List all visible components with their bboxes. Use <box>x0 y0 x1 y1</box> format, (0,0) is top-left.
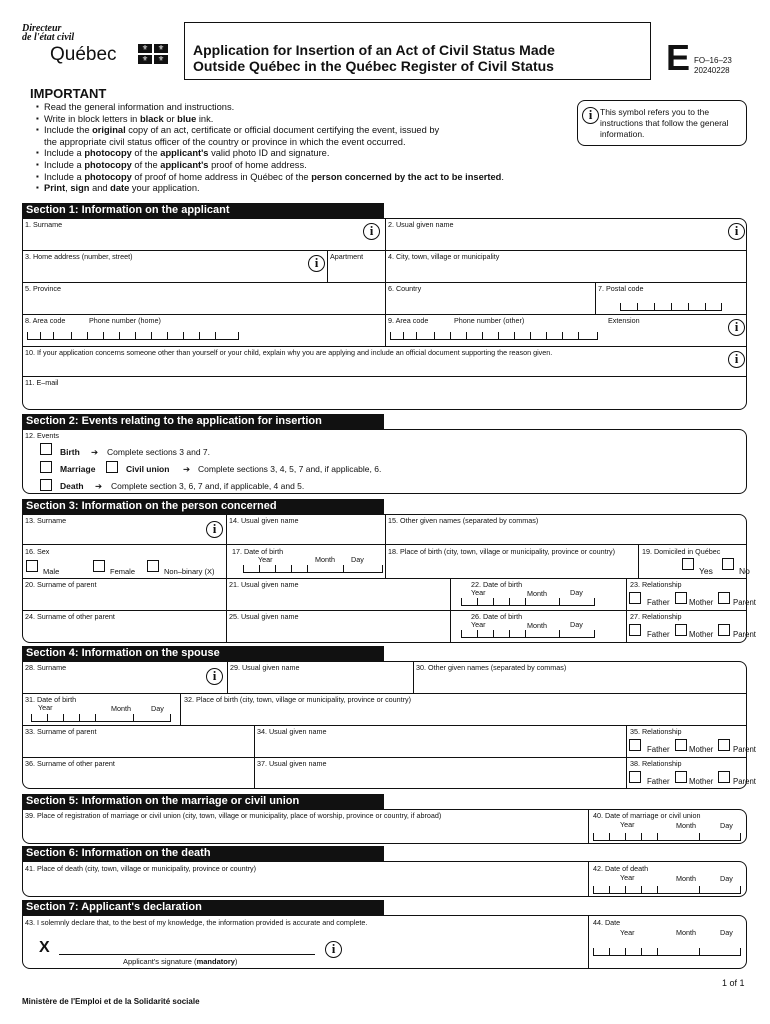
declaration-field: 43. I solemnly declare that, to the best of my knowledge, the information provided is accurate and complete. X Applicant's signature (mandatory) <box>23 916 589 968</box>
logo-line1: Directeur <box>22 23 62 34</box>
nonbinary-checkbox[interactable] <box>147 560 159 572</box>
person-birthplace-field[interactable]: 18. Place of birth (city, town, village or municipality, province or country) <box>386 545 639 579</box>
city-field[interactable]: 4. City, town, village or municipality <box>386 251 747 283</box>
marriage-checkbox[interactable] <box>40 461 52 473</box>
spouse-other-names-field[interactable]: 30. Other given names (separated by commas) <box>414 662 747 694</box>
mother-label: Mother <box>689 745 714 754</box>
province-field[interactable]: 5. Province <box>23 283 386 315</box>
person-dob-field[interactable]: 17. Date of birth Year Month Day <box>227 545 386 579</box>
father-label: Father <box>647 777 670 786</box>
father-label: Father <box>647 598 670 607</box>
parent-label: Parent <box>733 598 756 607</box>
mother-checkbox[interactable] <box>675 592 687 604</box>
info-icon[interactable]: i <box>728 351 745 368</box>
mother-label: Mother <box>689 777 714 786</box>
parent-label: Parent <box>733 745 756 754</box>
female-label: Female <box>110 567 136 576</box>
phone-home-field[interactable]: 8. Area code Phone number (home) <box>23 315 386 347</box>
death-date-field[interactable]: 42. Date of death Year Month Day <box>589 862 747 896</box>
parent-checkbox[interactable] <box>718 771 730 783</box>
logo-quebec: Québec <box>50 44 117 65</box>
father-label: Father <box>647 745 670 754</box>
parent-surname-field[interactable]: 20. Surname of parent <box>23 579 227 611</box>
father-checkbox[interactable] <box>629 739 641 751</box>
marriage-date-field[interactable]: 40. Date of marriage or civil union Year Month Day <box>589 810 747 843</box>
spouse-surname-field[interactable]: 28. Surname <box>23 662 228 694</box>
info-icon[interactable]: i <box>582 107 599 124</box>
important-list <box>36 102 504 195</box>
other-parent-relationship-field: 27. Relationship Father Mother Parent <box>630 612 756 639</box>
events-label: 12. Events <box>25 431 59 440</box>
page-title <box>193 42 555 74</box>
nonbinary-label: Non–binary (X) <box>164 567 215 576</box>
info-note-text: This symbol refers you to the instructions that follow the general information. <box>600 107 729 139</box>
parent-label: Parent <box>733 630 756 639</box>
spouse-dob-field[interactable]: 31. Date of birth Year Month Day <box>23 694 181 726</box>
other-parent-surname-field[interactable]: 24. Surname of other parent <box>23 611 227 643</box>
death-place-field[interactable]: 41. Place of death (city, town, village or municipality, province or country) <box>23 862 589 896</box>
parent-label: Parent <box>733 777 756 786</box>
mother-checkbox[interactable] <box>675 739 687 751</box>
father-checkbox[interactable] <box>629 592 641 604</box>
list-item: ▪ Include a photocopy of proof of home address in Québec of the person concerned by the act to be inserted. <box>36 172 504 184</box>
list-item: ▪ Write in block letters in black or blue ink. <box>36 114 504 126</box>
logo-line2: de l'état civil <box>22 32 75 43</box>
section7-title: Section 7: Applicant's declaration <box>22 900 384 915</box>
female-checkbox[interactable] <box>93 560 105 572</box>
person-other-names-field[interactable]: 15. Other given names (separated by commas) <box>386 515 747 545</box>
list-item: ▪ Include a photocopy of the applicant's valid photo ID and signature. <box>36 148 504 160</box>
fleurdelise-flag-icon: ⚜ ⚜ ⚜ ⚜ <box>138 44 170 64</box>
domiciled-field: 19. Domiciled in Québec Yes No <box>639 545 747 579</box>
email-field[interactable]: 11. E–mail <box>25 378 59 387</box>
section2-title: Section 2: Events relating to the application for insertion <box>22 414 384 429</box>
father-checkbox[interactable] <box>629 624 641 636</box>
section5-title: Section 5: Information on the marriage or civil union <box>22 794 384 809</box>
marriage-label: Marriage <box>60 464 96 474</box>
section3-title: Section 3: Information on the person concerned <box>22 499 384 514</box>
form-code <box>694 56 732 76</box>
title-line1: Application for Insertion of an Act of Civil Status Made <box>193 42 555 58</box>
section2-frame <box>22 429 747 494</box>
no-checkbox[interactable] <box>722 558 734 570</box>
list-item: ▪ Read the general information and instructions. <box>36 102 504 114</box>
info-icon[interactable]: i <box>728 223 745 240</box>
other-parent-given-name-field[interactable]: 25. Usual given name <box>227 611 451 643</box>
yes-label: Yes <box>699 566 713 576</box>
title-line2: Outside Québec in the Québec Register of Civil Status <box>193 58 554 74</box>
form-code-number: FO–16–23 <box>694 56 732 65</box>
surname-field[interactable]: 1. Surname <box>23 219 386 251</box>
spouse-parent-surname-field[interactable]: 33. Surname of parent <box>23 726 255 758</box>
spouse-other-parent-relationship-field: 38. Relationship Father Mother Parent <box>630 759 756 786</box>
mother-label: Mother <box>689 598 714 607</box>
signature-label: Applicant's signature (mandatory) <box>123 957 238 966</box>
birth-checkbox[interactable] <box>40 443 52 455</box>
ministry-name: Ministère de l'Emploi et de la Solidarité sociale <box>22 997 200 1006</box>
yes-checkbox[interactable] <box>682 558 694 570</box>
arrow-icon: ➔ <box>183 464 191 474</box>
person-surname-field[interactable]: 13. Surname <box>23 515 227 545</box>
father-checkbox[interactable] <box>629 771 641 783</box>
info-icon[interactable]: i <box>728 319 745 336</box>
info-icon[interactable]: i <box>308 255 325 272</box>
marriage-note: Complete sections 3, 4, 5, 7 and, if applicable, 6. <box>198 464 382 474</box>
parent-dob-field[interactable]: 22. Date of birth Year Month Day <box>451 579 627 611</box>
signature-x: X <box>39 939 50 956</box>
death-checkbox[interactable] <box>40 479 52 491</box>
civil-union-label: Civil union <box>126 464 170 474</box>
mother-checkbox[interactable] <box>675 771 687 783</box>
birth-label: Birth <box>60 447 80 457</box>
given-name-field[interactable]: 2. Usual given name <box>386 219 747 251</box>
list-item: ▪ Include a photocopy of the applicant's proof of home address. <box>36 160 504 172</box>
no-label: No <box>739 566 750 576</box>
spouse-parent-given-name-field[interactable]: 34. Usual given name <box>255 726 627 758</box>
male-label: Male <box>43 567 60 576</box>
parent-checkbox[interactable] <box>718 739 730 751</box>
parent-checkbox[interactable] <box>718 624 730 636</box>
signature-line[interactable] <box>59 954 315 955</box>
page-number: 1 of 1 <box>722 978 745 988</box>
logo-text <box>22 24 74 42</box>
declaration-date-field[interactable]: 44. Date Year Month Day <box>589 916 747 968</box>
male-checkbox[interactable] <box>26 560 38 572</box>
death-note: Complete section 3, 6, 7 and, if applicable, 4 and 5. <box>111 481 305 491</box>
apartment-field[interactable]: Apartment <box>328 251 386 283</box>
section4-title: Section 4: Information on the spouse <box>22 646 384 661</box>
arrow-icon: ➔ <box>95 481 103 491</box>
important-heading: IMPORTANT <box>30 86 107 101</box>
father-label: Father <box>647 630 670 639</box>
info-icon[interactable]: i <box>206 668 223 685</box>
parent-given-name-field[interactable]: 21. Usual given name <box>227 579 451 611</box>
spouse-birthplace-field[interactable]: 32. Place of birth (city, town, village or municipality, province or country) <box>181 694 747 726</box>
form-code-date: 20240228 <box>694 66 730 75</box>
section6-title: Section 6: Information on the death <box>22 846 384 861</box>
parent-checkbox[interactable] <box>718 592 730 604</box>
section4-frame <box>22 661 756 789</box>
section6-frame <box>22 861 747 897</box>
birth-note: Complete sections 3 and 7. <box>107 447 211 457</box>
spouse-other-parent-surname-field[interactable]: 36. Surname of other parent <box>23 758 255 789</box>
spouse-other-parent-given-name-field[interactable]: 37. Usual given name <box>255 758 627 789</box>
home-address-field[interactable]: 3. Home address (number, street) <box>23 251 328 283</box>
info-icon[interactable]: i <box>325 941 342 958</box>
spouse-parent-relationship-field: 35. Relationship Father Mother Parent <box>627 726 747 758</box>
section7-frame <box>22 915 747 969</box>
list-item: ▪ Print, sign and date your application. <box>36 183 504 195</box>
form-letter: E <box>666 37 691 78</box>
spouse-given-name-field[interactable]: 29. Usual given name <box>228 662 414 694</box>
mother-label: Mother <box>689 630 714 639</box>
country-field[interactable]: 6. Country <box>386 283 596 315</box>
mother-checkbox[interactable] <box>675 624 687 636</box>
person-given-name-field[interactable]: 14. Usual given name <box>227 515 386 545</box>
phone-other-field[interactable]: 9. Area code Phone number (other) Extension <box>386 315 747 347</box>
section1-title: Section 1: Information on the applicant <box>22 203 384 218</box>
death-label: Death <box>60 481 84 491</box>
list-item: ▪ Include the original copy of an act, certificate or official document certifying the event, issued by <box>36 125 504 137</box>
other-parent-dob-field[interactable]: 26. Date of birth Year Month Day <box>451 611 627 643</box>
sex-field: 16. Sex Male Female Non–binary (X) <box>23 545 227 579</box>
info-icon[interactable]: i <box>206 521 223 538</box>
reason-field[interactable]: 10. If your application concerns someone other than yourself or your child, explain why you are applying and include an official document supporting the reason given. <box>23 347 747 377</box>
postal-code-field[interactable]: 7. Postal code <box>596 283 747 315</box>
section3-frame <box>22 514 756 643</box>
list-item: the appropriate civil status officer of the country or province in which the event occurred. <box>44 136 406 147</box>
civil-union-checkbox[interactable] <box>106 461 118 473</box>
section1-frame <box>22 218 747 410</box>
parent-relationship-field: 23. Relationship Father Mother Parent <box>627 579 747 611</box>
info-icon[interactable]: i <box>363 223 380 240</box>
arrow-icon: ➔ <box>91 447 99 457</box>
marriage-place-field[interactable]: 39. Place of registration of marriage or civil union (city, town, village or municipality, place of worship, province or country, if abroad) <box>23 810 589 843</box>
section5-frame <box>22 809 747 844</box>
